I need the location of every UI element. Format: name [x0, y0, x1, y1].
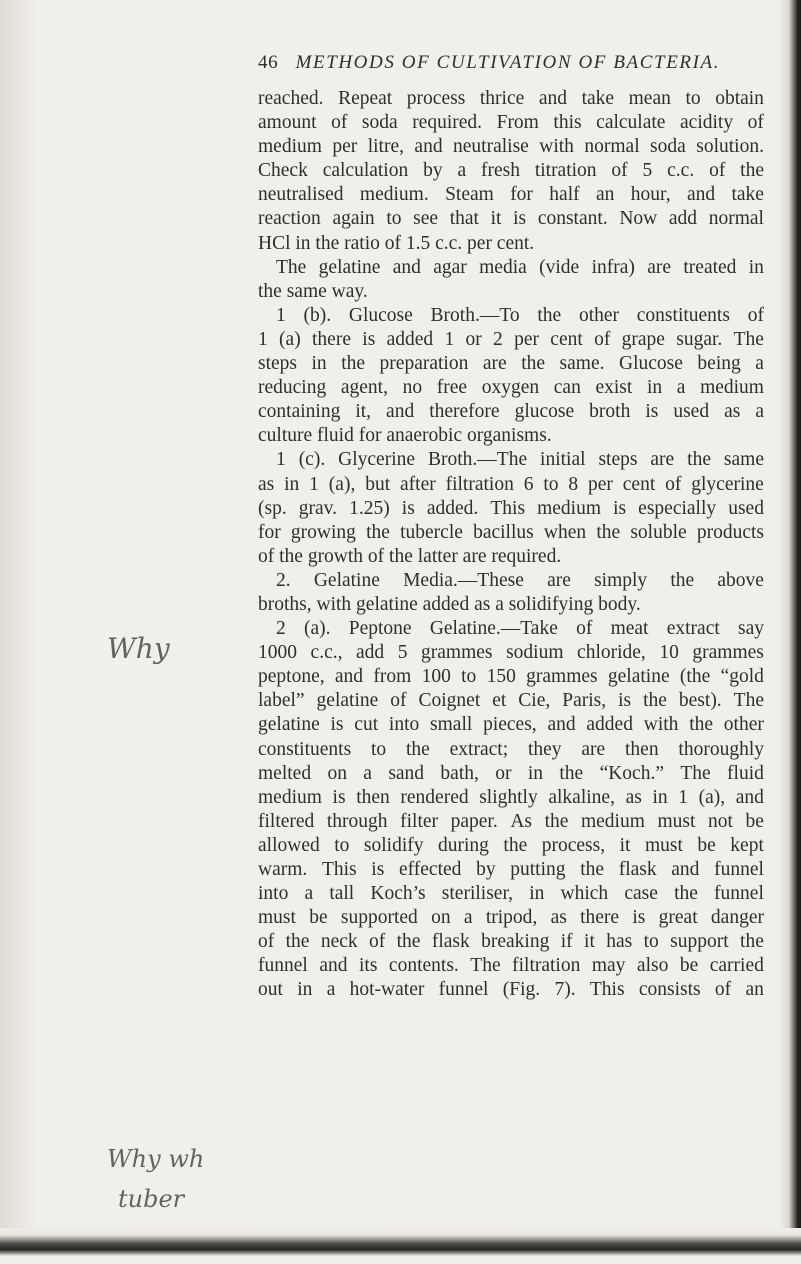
running-head-title: METHODS OF CULTIVATION OF BACTERIA.	[295, 52, 721, 73]
text-line: into a tall Koch’s steriliser, in which case the funnel	[258, 883, 764, 905]
text-line: culture fluid for anaerobic organisms.	[258, 425, 552, 447]
text-line: filtered through filter paper. As the medium must not be	[258, 810, 764, 832]
text-line: (sp. grav. 1.25) is added. This medium is especially used	[258, 497, 764, 519]
text-line: HCl in the ratio of 1.5 c.c. per cent.	[258, 232, 535, 254]
page-edge-shadow	[779, 0, 801, 1264]
running-head	[258, 52, 778, 86]
text-line: containing it, and therefore glucose broth is used as a	[258, 401, 764, 423]
handwritten-margin-note: Why	[107, 632, 170, 665]
text-line: medium per litre, and neutralise with normal soda solution.	[258, 136, 764, 158]
text-line: label” gelatine of Coignet et Cie, Paris, is the best). The	[258, 690, 764, 712]
text-line: broths, with gelatine added as a solidifying body.	[258, 593, 641, 615]
text-line: out in a hot-water funnel (Fig. 7). This consists of an	[258, 979, 764, 1001]
text-line: the same way.	[258, 280, 368, 302]
text-line: steps in the preparation are the same. Glucose being a	[258, 353, 764, 375]
text-line: melted on a sand bath, or in the “Koch.” The fluid	[258, 762, 764, 784]
text-line: must be supported on a tripod, as there is great danger	[258, 907, 764, 929]
text-line: peptone, and from 100 to 150 grammes gelatine (the “gold	[258, 666, 764, 688]
text-line: of the neck of the flask breaking if it has to support the	[258, 931, 764, 953]
text-line: 2. Gelatine Media.—These are simply the above	[276, 569, 764, 591]
text-line: neutralised medium. Steam for half an hour, and take	[258, 184, 764, 206]
text-line: 2 (a). Peptone Gelatine.—Take of meat extract say	[276, 618, 764, 640]
text-line: gelatine is cut into small pieces, and added with the other	[258, 714, 764, 736]
text-line: medium is then rendered slightly alkaline, as in 1 (a), and	[258, 786, 764, 808]
text-line: of the growth of the latter are required.	[258, 545, 562, 567]
text-line: as in 1 (a), but after filtration 6 to 8 per cent of glycerine	[258, 473, 764, 495]
text-line: warm. This is effected by putting the flask and funnel	[258, 859, 764, 880]
text-line: The gelatine and agar media (vide infra) are treated in	[276, 256, 764, 278]
text-line: constituents to the extract; they are then thoroughly	[258, 738, 764, 760]
page-number: 46	[258, 52, 279, 73]
body-text	[258, 87, 764, 1187]
text-line: reducing agent, no free oxygen can exist in a medium	[258, 377, 764, 399]
text-line: 1000 c.c., add 5 grammes sodium chloride, 10 grammes	[258, 642, 764, 664]
text-line: allowed to solidify during the process, it must be kept	[258, 834, 764, 856]
page-bottom-edge	[0, 1228, 801, 1264]
text-line: 1 (b). Glucose Broth.—To the other constituents of	[276, 304, 764, 326]
text-line: 1 (a) there is added 1 or 2 per cent of grape sugar. The	[258, 328, 764, 350]
text-line: 1 (c). Glycerine Broth.—The initial steps are the same	[276, 449, 764, 471]
page-gutter-shadow	[0, 0, 38, 1264]
text-line: reaction again to see that it is constant. Now add normal	[258, 208, 764, 230]
handwritten-margin-note: tuber	[118, 1185, 185, 1213]
text-line: Check calculation by a fresh titration of 5 c.c. of the	[258, 160, 764, 182]
text-line: funnel and its contents. The filtration may also be carried	[258, 955, 764, 977]
text-line: amount of soda required. From this calculate acidity of	[258, 112, 764, 134]
text-line: reached. Repeat process thrice and take mean to obtain	[258, 88, 764, 109]
text-line: for growing the tubercle bacillus when the soluble products	[258, 521, 764, 543]
handwritten-margin-note: Why wh	[107, 1145, 205, 1173]
